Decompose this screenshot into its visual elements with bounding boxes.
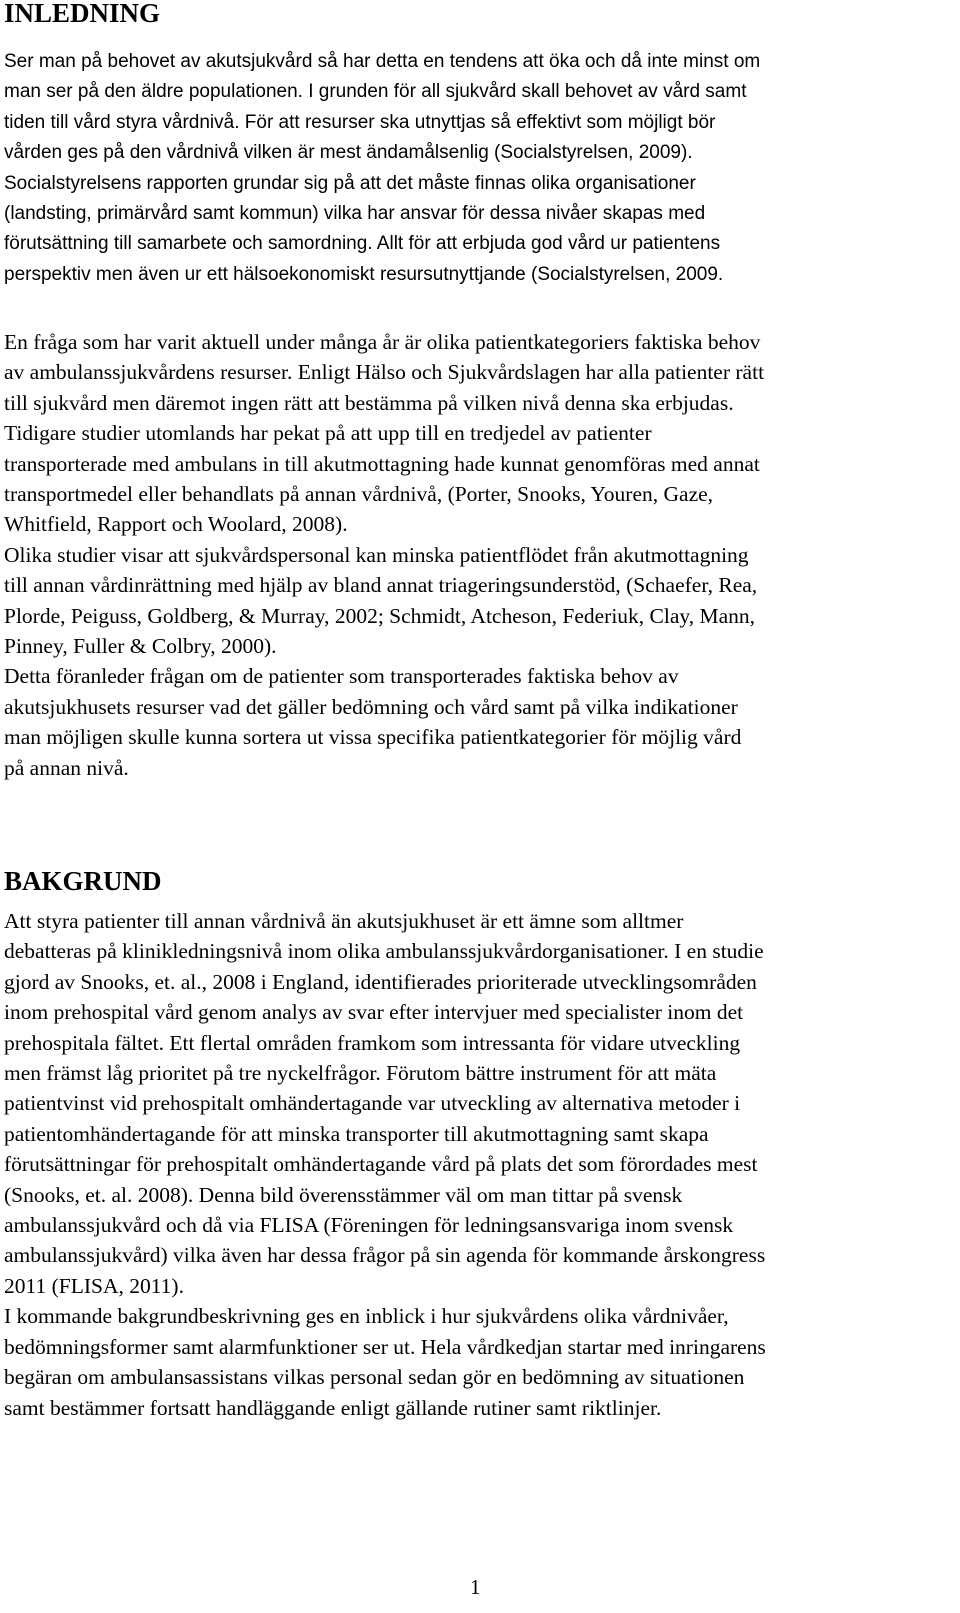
text-line: I kommande bakgrundbeskrivning ges en inblick i hur sjukvårdens olika vårdnivåer, — [4, 1304, 729, 1329]
text-line: förutsättning till samarbete och samordning. Allt för att erbjuda god vård ur patientens — [4, 233, 721, 255]
text-line: av ambulanssjukvårdens resurser. Enligt Hälso och Sjukvårdslagen har alla patienter rätt — [4, 360, 765, 385]
text-line: man möjligen skulle kunna sortera ut vissa specifika patientkategorier för möjlig vård — [4, 725, 742, 750]
text-line: inom prehospital vård genom analys av svar efter intervjuer med specialister inom det — [4, 1000, 744, 1025]
text-line: perspektiv men även ur ett hälsoekonomiskt resursutnyttjande (Socialstyrelsen, 2009. — [4, 263, 724, 285]
heading-bakgrund: BAKGRUND — [4, 866, 162, 896]
text-line: patientvinst vid prehospitalt omhändertagande var utveckling av alternativa metoder i — [4, 1091, 741, 1116]
text-line: man ser på den äldre populationen. I grunden för all sjukvård skall behovet av vård samt — [4, 81, 747, 103]
text-line: patientomhändertagande för att minska transporter till akutmottagning samt skapa — [4, 1121, 709, 1146]
text-line: (Snooks, et. al. 2008). Denna bild överensstämmer väl om man tittar på svensk — [4, 1182, 683, 1207]
text-line: bedömningsformer samt alarmfunktioner ser ut. Hela vårdkedjan startar med inringarens — [4, 1334, 766, 1359]
text-line: transporterade med ambulans in till akutmottagning hade kunnat genomföras med annat — [4, 451, 760, 476]
paragraph-ambulance-needs — [4, 327, 954, 783]
paragraph-intro — [4, 47, 954, 290]
text-line: Plorde, Peiguss, Goldberg, & Murray, 2002; Schmidt, Atcheson, Federiuk, Clay, Mann, — [4, 603, 756, 628]
text-line: Socialstyrelsens rapporten grundar sig på att det måste finnas olika organisationer — [4, 172, 696, 194]
text-line: Pinney, Fuller & Colbry, 2000). — [4, 634, 277, 659]
text-line: vården ges på den vårdnivå vilken är mest ändamålsenlig (Socialstyrelsen, 2009). — [4, 142, 693, 164]
text-line: transportmedel eller behandlats på annan vårdnivå, (Porter, Snooks, Youren, Gaze, — [4, 482, 714, 507]
text-line: akutsjukhusets resurser vad det gäller bedömning och vård samt på vilka indikationer — [4, 694, 738, 719]
text-line: debatteras på klinikledningsnivå inom olika ambulanssjukvårdorganisationer. I en studie — [4, 939, 764, 964]
text-line: till annan vårdinrättning med hjälp av bland annat triageringsunderstöd, (Schaefer, Rea, — [4, 573, 758, 598]
text-line: En fråga som har varit aktuell under många år är olika patientkategoriers faktiska behov — [4, 330, 761, 354]
text-line: förutsättningar för prehospitalt omhändertagande vård på plats det som förordades mest — [4, 1152, 758, 1177]
text-line: ambulanssjukvård och då via FLISA (Föreningen för ledningsansvariga inom svensk — [4, 1213, 734, 1238]
heading-inledning: INLEDNING — [4, 0, 161, 28]
text-line: ambulanssjukvård) vilka även har dessa frågor på sin agenda för kommande årskongress — [4, 1243, 766, 1268]
text-line: på annan nivå. — [4, 755, 129, 780]
text-line: Tidigare studier utomlands har pekat på att upp till en tredjedel av patienter — [4, 421, 652, 446]
page-number: 1 — [470, 1575, 481, 1599]
paragraph-background — [4, 906, 954, 1423]
text-line: Whitfield, Rapport och Woolard, 2008). — [4, 512, 348, 537]
text-line: men främst låg prioritet på tre nyckelfrågor. Förutom bättre instrument för att mäta — [4, 1061, 717, 1086]
text-line: samt bestämmer fortsatt handläggande enligt gällande rutiner samt riktlinjer. — [4, 1395, 662, 1420]
text-line: Att styra patienter till annan vårdnivå än akutsjukhuset är ett ämne som alltmer — [4, 909, 684, 933]
text-line: prehospitala fältet. Ett flertal områden framkom som intressanta för vidare utveckling — [4, 1030, 741, 1055]
text-line: gjord av Snooks, et. al., 2008 i England, identifierades prioriterade utvecklingsområden — [4, 969, 757, 994]
text-line: (landsting, primärvård samt kommun) vilka har ansvar för dessa nivåer skapas med — [4, 203, 706, 225]
text-line: Olika studier visar att sjukvårdspersonal kan minska patientflödet från akutmottagning — [4, 542, 749, 567]
text-line: 2011 (FLISA, 2011). — [4, 1273, 184, 1298]
text-line: till sjukvård men däremot ingen rätt att bestämma på vilken nivå denna ska erbjudas. — [4, 390, 734, 415]
text-line: Ser man på behovet av akutsjukvård så har detta en tendens att öka och då inte minst om — [4, 51, 761, 72]
text-line: Detta föranleder frågan om de patienter som transporterades faktiska behov av — [4, 664, 679, 689]
text-line: begäran om ambulansassistans vilkas personal sedan gör en bedömning av situationen — [4, 1365, 745, 1390]
text-line: tiden till vård styra vårdnivå. För att resurser ska utnyttjas så effektivt som möjligt bör — [4, 111, 716, 133]
